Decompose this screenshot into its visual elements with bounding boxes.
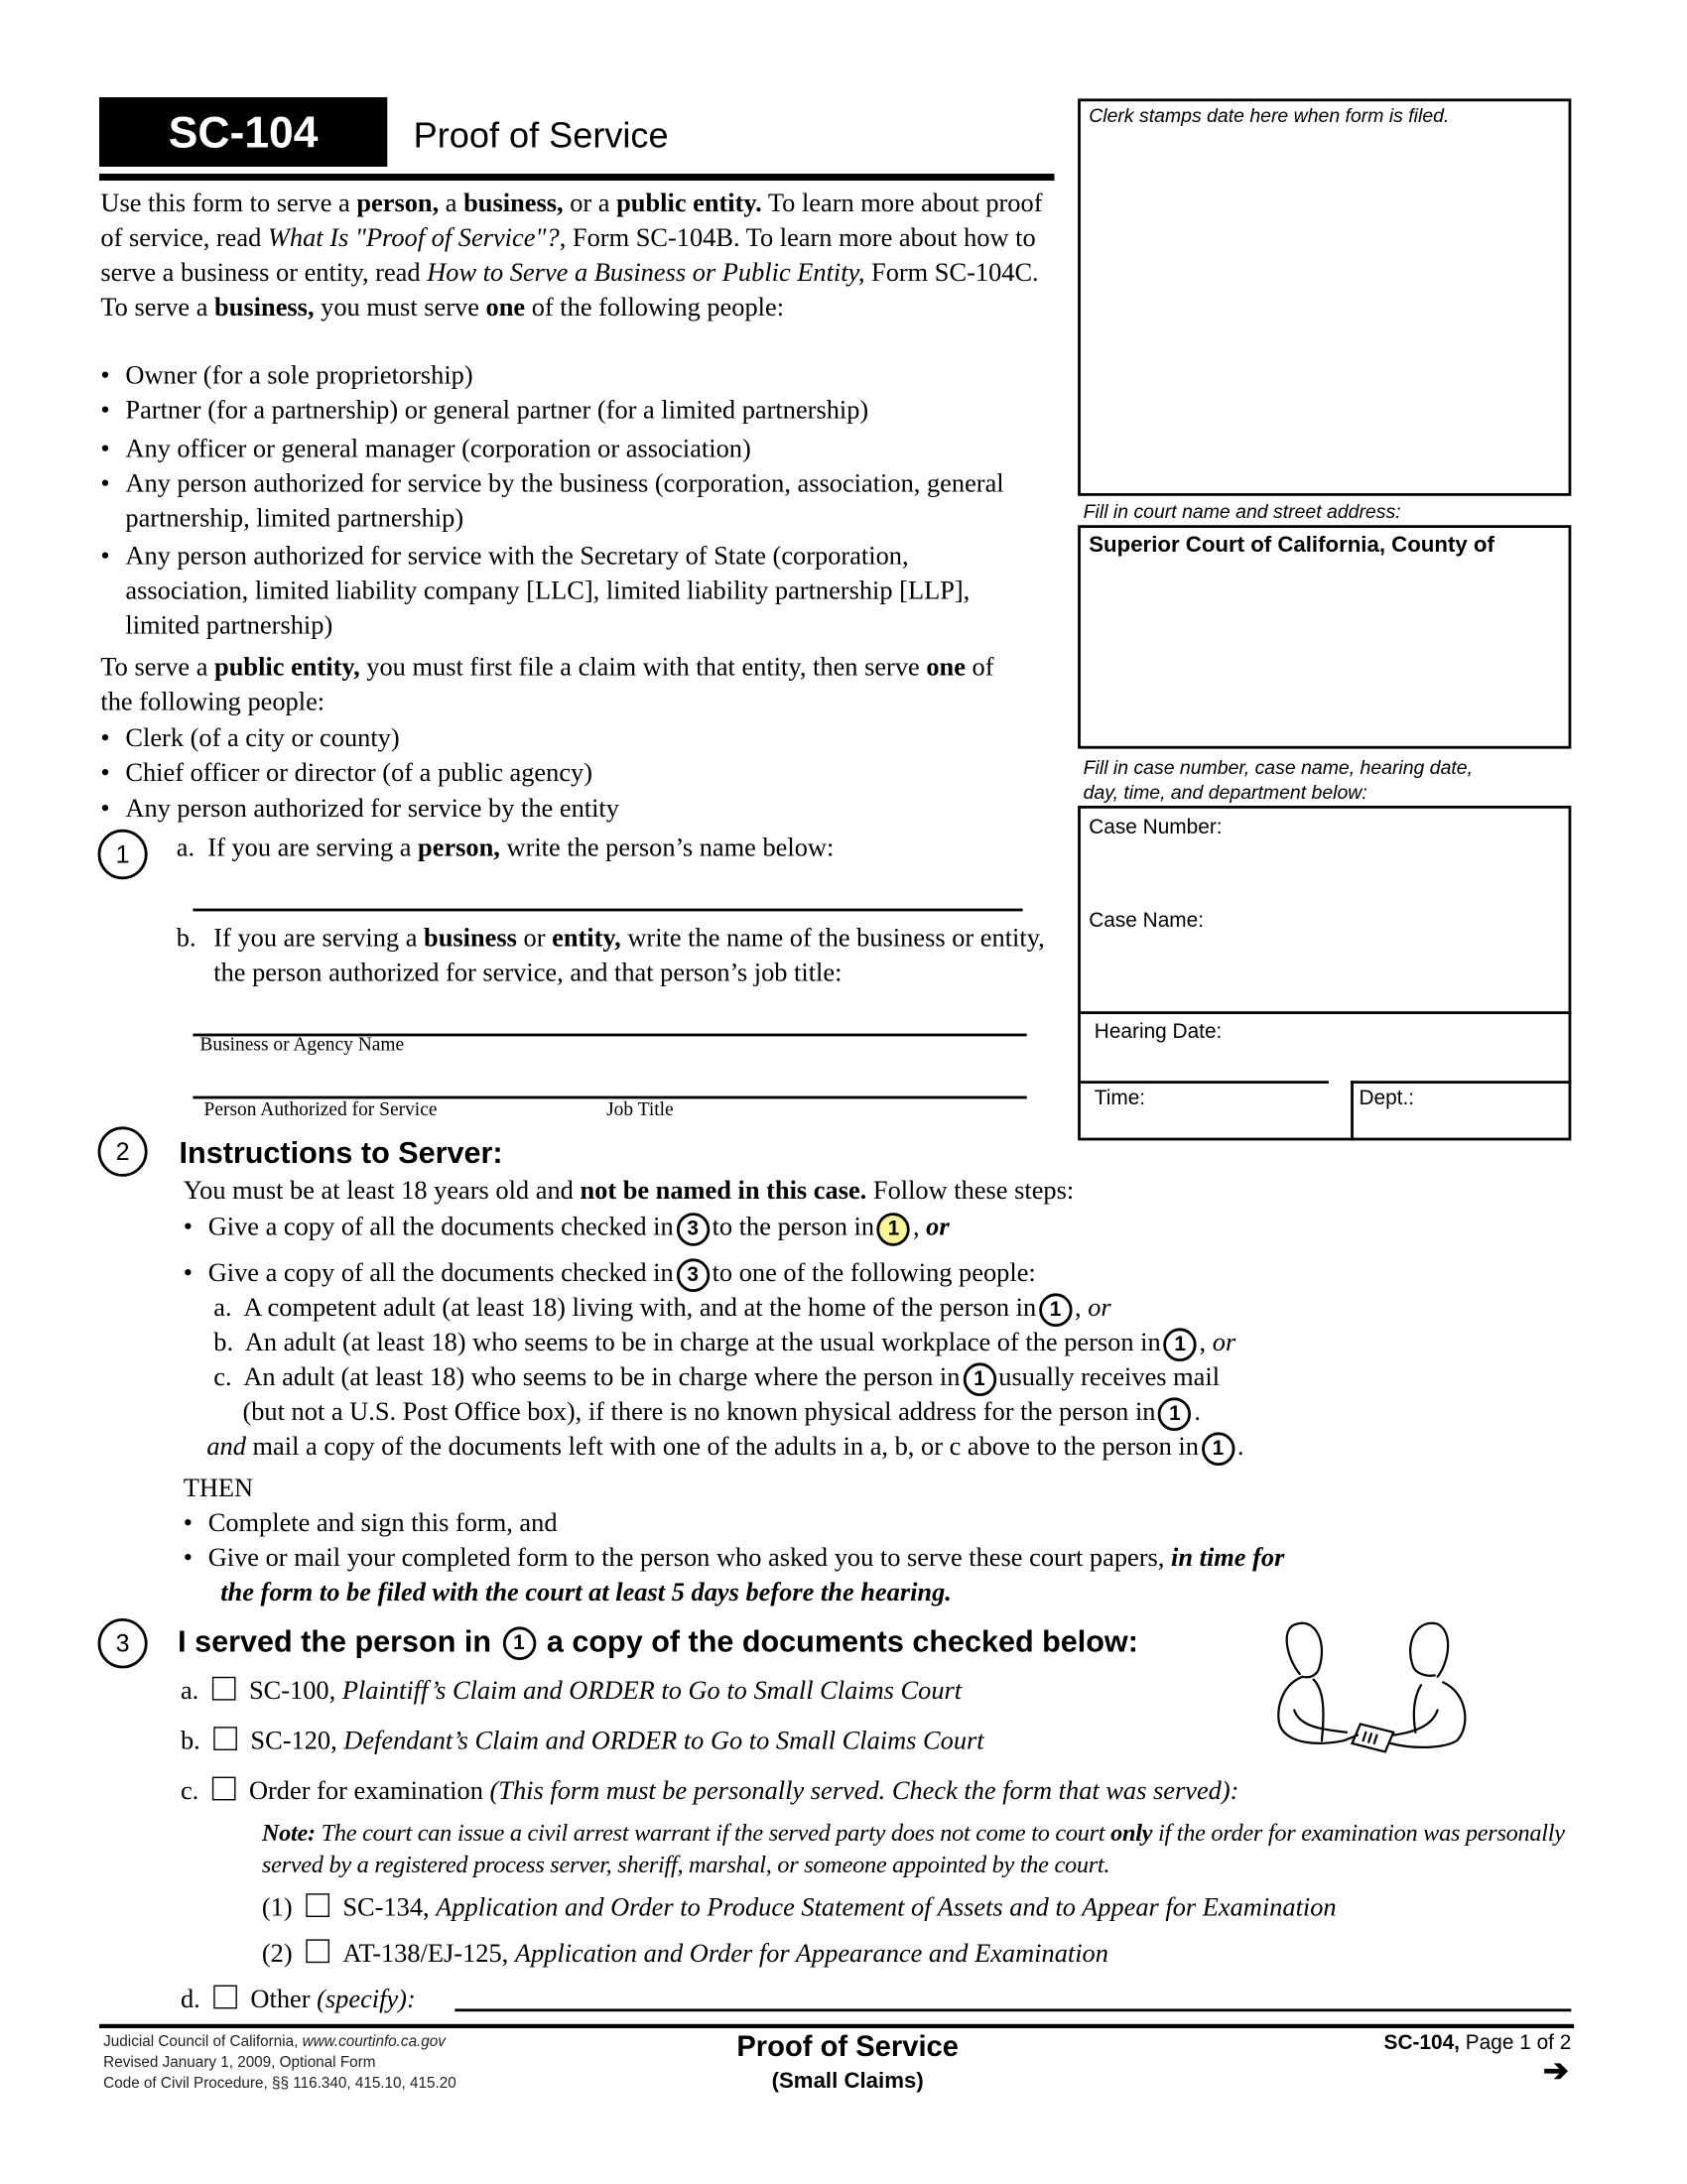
business-person-item: • Any person authorized for service by the business (corporation, association, general partnership, limited partnership) [100, 466, 1049, 536]
document-option-c [181, 1774, 1239, 1809]
form-id-badge [99, 97, 387, 167]
case-hint-line: Fill in case number, case name, hearing date, [1083, 755, 1474, 778]
text: public entity, [214, 653, 360, 683]
instruction-subitem [213, 1360, 1220, 1396]
text: you must first file a claim with that entity, then serve [359, 653, 927, 683]
text: Judicial Council of California, [103, 2033, 303, 2051]
text: or [1212, 1328, 1236, 1357]
item-letter: a. [176, 834, 195, 863]
serving-papers-illustration [1261, 1615, 1482, 1754]
job-title-label: Job Title [606, 1099, 674, 1121]
form-title: Defendant’s Claim and ORDER to Go to Small Claims Court [343, 1727, 984, 1756]
divider [1081, 1011, 1571, 1014]
text: I served the person in [178, 1623, 492, 1659]
note-label: Note: [261, 1818, 316, 1847]
section-number: 1 [98, 830, 148, 879]
form-id: SC-104, [1383, 2030, 1460, 2055]
text: To serve a [100, 293, 215, 322]
document-option-d [181, 1983, 416, 2017]
text: An adult (at least 18) who seems to be in charge where the person in [243, 1362, 961, 1392]
text: Give or mail your completed form to the person who asked you to serve these court papers, [207, 1543, 1172, 1573]
examination-option-2 [262, 1937, 1108, 1972]
item-letter: b. [180, 1727, 200, 1756]
text: write the person’s name below: [499, 834, 835, 863]
footer-rule [99, 2024, 1574, 2028]
text: public entity. [616, 189, 762, 218]
s2-intro [184, 1174, 1074, 1209]
text: or [516, 924, 553, 954]
text: (but not a U.S. Post Office box), if there is no known physical address for the person in [242, 1397, 1156, 1427]
text: or a [563, 189, 617, 218]
business-person-item: • Any person authorized for service with the Secretary of State (corporation, association, limited liability company [LLC], limited liability partnership [LLP], limited partnership) [100, 539, 1035, 643]
text: , [912, 1213, 927, 1242]
text: Use this form to serve a [100, 189, 357, 218]
text: to the person in [712, 1213, 875, 1242]
case-name-label[interactable]: Case Name: [1089, 908, 1205, 933]
item-letter: c. [180, 1776, 199, 1806]
section-number: 2 [98, 1126, 148, 1176]
text: Other [250, 1985, 318, 2014]
business-person-item: • Owner (for a sole proprietorship) [100, 358, 1049, 393]
section-ref-circle: 1 [1039, 1293, 1072, 1327]
divider [1081, 1081, 1329, 1084]
form-reference: What Is "Proof of Service"? [267, 223, 560, 253]
text: Order for examination [248, 1776, 490, 1806]
arrow-right-icon: ➔ [1542, 2053, 1569, 2089]
footer-title: Proof of Service [736, 2030, 960, 2063]
text: to one of the following people: [712, 1258, 1036, 1288]
item-letter: a. [213, 1293, 232, 1323]
business-name-label: Business or Agency Name [199, 1035, 405, 1056]
text: Page 1 of 2 [1459, 2030, 1572, 2055]
business-person-item: • Partner (for a partnership) or general partner (for a limited partnership) [100, 393, 1049, 428]
case-info-box [1078, 806, 1571, 1140]
text: of the following people: [100, 653, 994, 717]
person-name-field[interactable] [193, 909, 1022, 911]
text: If you are serving a [213, 924, 425, 954]
text: Follow these steps: [866, 1176, 1075, 1207]
text: , Form SC-104B. To learn more about how to serve a business or entity, read [100, 223, 1036, 288]
s1-a-text [177, 831, 835, 865]
text: A competent adult (at least 18) living with, and at the home of the person in [243, 1293, 1037, 1323]
text: or [1088, 1293, 1111, 1323]
text: business, [214, 293, 315, 322]
text: a [439, 189, 464, 218]
instruction-and [206, 1430, 1243, 1466]
item-letter: d. [180, 1985, 200, 2014]
text: entity, [552, 924, 621, 954]
section-ref-circle: 1 [502, 1627, 535, 1661]
instruction-subitem [213, 1291, 1110, 1327]
checkbox[interactable] [211, 1777, 235, 1801]
text: not be named in this case. [580, 1176, 867, 1207]
form-title: Plaintiff’s Claim and ORDER to Go to Small Claims Court [341, 1676, 963, 1707]
text: person, [418, 834, 500, 863]
text: mail a copy of the documents left with one of the adults in a, b, or c above to the person in [245, 1432, 1199, 1462]
examination-note [262, 1817, 1571, 1880]
document-option-a [181, 1674, 962, 1709]
section-number: 3 [98, 1618, 148, 1668]
section-ref-circle: 1 [1202, 1432, 1234, 1466]
instruction-item [184, 1256, 1036, 1292]
text: Form SC-104C. [864, 258, 1039, 288]
text: Code of Civil Procedure, §§ 116.340, 415.10, 415.20 [103, 2075, 456, 2093]
case-number-label[interactable]: Case Number: [1089, 815, 1223, 839]
checkbox[interactable] [306, 1893, 329, 1917]
case-hint-line: day, time, and department below: [1083, 780, 1367, 804]
footer-info [103, 2032, 456, 2095]
section-ref-circle-highlighted: 1 [877, 1213, 910, 1246]
text: The court can issue a civil arrest warrant if the served party does not come to court [315, 1818, 1111, 1847]
website-link[interactable]: www.courtinfo.ca.gov [302, 2033, 446, 2051]
business-person-item: • Any officer or general manager (corporation or association) [100, 432, 1049, 466]
clerk-stamp-box [1078, 98, 1571, 495]
court-name-field[interactable] [1078, 525, 1571, 748]
section-ref-circle: 1 [1158, 1397, 1191, 1431]
instruction-item [184, 1210, 950, 1245]
divider [1351, 1081, 1354, 1140]
text: SC-134, [342, 1893, 437, 1923]
header-rule [99, 174, 1055, 181]
text: Revised January 1, 2009, Optional Form [103, 2054, 376, 2072]
other-specify-field[interactable] [454, 2008, 1571, 2011]
page-title: Proof of Service [413, 113, 669, 156]
text: , [1075, 1293, 1089, 1323]
text: (This form must be personally served. Check the form that was served): [489, 1776, 1239, 1806]
text: only [1110, 1818, 1153, 1847]
examination-option-1 [262, 1890, 1337, 1925]
section-ref-circle: 3 [676, 1258, 709, 1292]
text: write the name of the business or entity, the person authorized for service, and that person’s job title: [213, 924, 1045, 988]
time-label[interactable]: Time: [1094, 1086, 1146, 1110]
form-title: Application and Order to Produce Statement of Assets and to Appear for Examination [436, 1893, 1337, 1923]
authorized-person-field[interactable] [193, 1096, 1026, 1098]
dept-label[interactable]: Dept.: [1359, 1086, 1415, 1110]
s1-b-text [213, 921, 1068, 990]
text: Give a copy of all the documents checked in [207, 1213, 674, 1242]
item-number: (2) [261, 1939, 293, 1969]
text: business [424, 924, 517, 954]
section-ref-circle: 1 [1163, 1328, 1196, 1361]
instruction-item: • Complete and sign this form, and [184, 1506, 558, 1541]
then-label: THEN [183, 1474, 254, 1503]
entity-person-item: • Chief officer or director (of a public agency) [100, 756, 592, 791]
instruction-deadline [220, 1576, 952, 1610]
text: a copy of the documents checked below: [546, 1623, 1138, 1659]
text: Give a copy of all the documents checked in [207, 1258, 674, 1288]
court-hint: Fill in court name and street address: [1083, 500, 1401, 523]
clerk-stamp-label: Clerk stamps date here when form is filed. [1089, 104, 1450, 127]
text: SC-100, [248, 1676, 342, 1707]
section-ref-circle: 1 [963, 1362, 995, 1396]
text: of the following people: [525, 293, 785, 322]
instruction-subitem [213, 1326, 1235, 1361]
document-option-b [181, 1724, 984, 1758]
form-reference: How to Serve a Business or Public Entity, [427, 258, 865, 288]
text: SC-120, [250, 1727, 344, 1756]
section-ref-circle: 3 [676, 1213, 709, 1246]
text: and [206, 1432, 246, 1462]
item-letter: c. [213, 1362, 232, 1392]
entity-person-item: • Clerk (of a city or county) [100, 721, 399, 756]
text: An adult (at least 18) who seems to be in charge at the usual workplace of the person in [244, 1328, 1161, 1357]
public-entity-paragraph [100, 650, 1010, 719]
text: or [926, 1213, 950, 1242]
text: . [1236, 1432, 1244, 1462]
section-heading [178, 1624, 1138, 1661]
instruction-subitem-cont [242, 1395, 1201, 1431]
text: (specify): [317, 1985, 416, 2014]
text: You must be at least 18 years old and [183, 1176, 581, 1207]
text: . [1194, 1397, 1201, 1427]
entity-person-item: • Any person authorized for service by the entity [100, 792, 619, 827]
section-heading: Instructions to Server: [179, 1134, 503, 1170]
text: , [1199, 1328, 1213, 1357]
text: AT-138/EJ-125, [342, 1939, 515, 1969]
item-number: (1) [261, 1893, 293, 1923]
footer-subtitle: (Small Claims) [771, 2070, 924, 2094]
form-id: SC-104 [168, 106, 319, 158]
checkbox[interactable] [211, 1677, 235, 1701]
text: one [926, 653, 966, 683]
checkbox[interactable] [213, 1727, 237, 1750]
text: if the order for examination was personally served by a registered process server, sheriff, marshal, or someone appointed by the court. [261, 1818, 1565, 1878]
text: If you are serving a [207, 834, 419, 863]
text: To serve a [100, 653, 215, 683]
intro-paragraph [100, 187, 1051, 325]
checkbox[interactable] [213, 1986, 237, 2009]
text: the form to be filed with the court at least 5 days before the hearing. [220, 1578, 952, 1607]
text: business, [463, 189, 564, 218]
text: one [485, 293, 526, 322]
item-letter: a. [180, 1676, 199, 1707]
item-letter: b. [213, 1328, 234, 1357]
divider [1351, 1081, 1571, 1084]
authorized-person-label: Person Authorized for Service [203, 1099, 438, 1121]
text: in time for [1171, 1543, 1285, 1573]
text: To learn more about proof of service, read [100, 189, 1043, 253]
case-hint [1084, 754, 1473, 804]
text: person, [356, 189, 440, 218]
item-letter: b. [176, 924, 196, 954]
page-number [1384, 2031, 1572, 2055]
instruction-item [184, 1541, 1285, 1576]
hearing-date-label[interactable]: Hearing Date: [1094, 1019, 1223, 1044]
text: usually receives mail [998, 1362, 1221, 1392]
court-name: Superior Court of California, County of [1089, 533, 1494, 558]
text: you must serve [314, 293, 486, 322]
checkbox[interactable] [306, 1939, 329, 1963]
form-title: Application and Order for Appearance and Examination [514, 1939, 1108, 1969]
